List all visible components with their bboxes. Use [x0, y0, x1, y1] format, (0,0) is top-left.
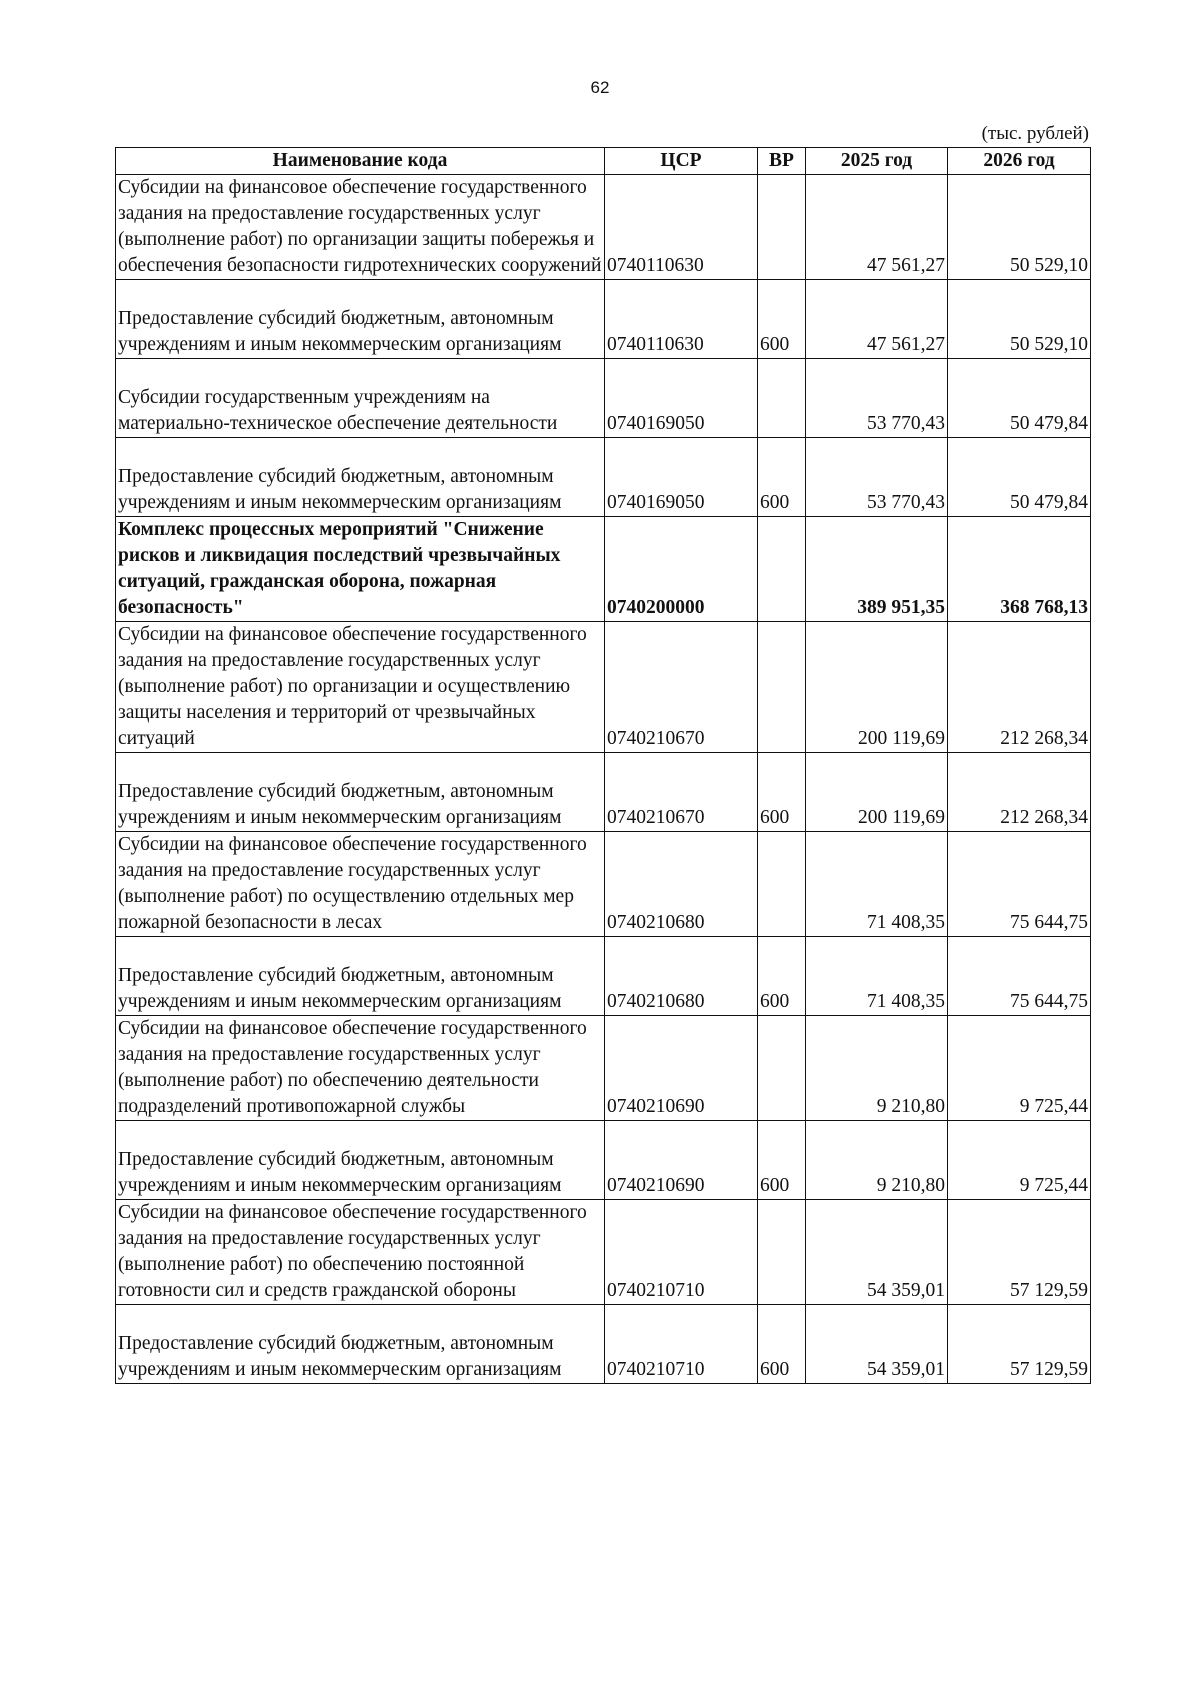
row-2026: 50 529,10: [948, 280, 1091, 359]
table-row: [116, 1305, 1091, 1384]
row-2025: 71 408,35: [806, 937, 948, 1016]
row-2026: 57 129,59: [948, 1200, 1091, 1305]
table-row: [116, 753, 1091, 832]
row-vr: [758, 1016, 806, 1121]
table-header-row: [116, 148, 1091, 175]
table-row: [116, 517, 1091, 622]
row-name: Субсидии на финансовое обеспечение государственного задания на предоставление государственных услуг (выполнение работ) по организации защиты побережья и обеспечения безопасности гидротехнических сооружений: [116, 175, 605, 280]
row-name: Предоставление субсидий бюджетным, автономным учреждениям и иным некоммерческим организациям: [116, 438, 605, 517]
table-row: [116, 1200, 1091, 1305]
row-name: Субсидии на финансовое обеспечение государственного задания на предоставление государственных услуг (выполнение работ) по организации и осуществлению защиты населения и территорий от чрезвычайных ситуаций: [116, 622, 605, 753]
row-vr: [758, 832, 806, 937]
row-vr: 600: [758, 937, 806, 1016]
row-name: Субсидии государственным учреждениям на материально-техническое обеспечение деятельности: [116, 359, 605, 438]
row-csr: 0740210670: [605, 753, 758, 832]
row-csr: 0740210680: [605, 937, 758, 1016]
row-2025: 200 119,69: [806, 753, 948, 832]
row-name: Предоставление субсидий бюджетным, автономным учреждениям и иным некоммерческим организациям: [116, 937, 605, 1016]
row-name: Предоставление субсидий бюджетным, автономным учреждениям и иным некоммерческим организациям: [116, 1305, 605, 1384]
row-2025: 200 119,69: [806, 622, 948, 753]
row-2025: 9 210,80: [806, 1121, 948, 1200]
row-csr: 0740210690: [605, 1121, 758, 1200]
row-csr: 0740210710: [605, 1200, 758, 1305]
row-csr: 0740210680: [605, 832, 758, 937]
row-2025: 9 210,80: [806, 1016, 948, 1121]
row-2026: 212 268,34: [948, 622, 1091, 753]
row-vr: 600: [758, 280, 806, 359]
row-csr: 0740169050: [605, 359, 758, 438]
row-csr: 0740210670: [605, 622, 758, 753]
row-2026: 50 479,84: [948, 438, 1091, 517]
header-2026: 2026 год: [948, 148, 1091, 175]
row-2026: 50 529,10: [948, 175, 1091, 280]
row-vr: 600: [758, 438, 806, 517]
row-2026: 57 129,59: [948, 1305, 1091, 1384]
table-row: [116, 175, 1091, 280]
row-2026: 9 725,44: [948, 1121, 1091, 1200]
row-name: Предоставление субсидий бюджетным, автономным учреждениям и иным некоммерческим организациям: [116, 280, 605, 359]
row-csr: 0740169050: [605, 438, 758, 517]
table-row: [116, 937, 1091, 1016]
row-2026: 50 479,84: [948, 359, 1091, 438]
row-name: Субсидии на финансовое обеспечение государственного задания на предоставление государственных услуг (выполнение работ) по обеспечению постоянной готовности сил и средств гражданской обороны: [116, 1200, 605, 1305]
page-number: 62: [590, 78, 610, 97]
budget-table: [115, 147, 1091, 1384]
row-vr: 600: [758, 753, 806, 832]
row-2026: 212 268,34: [948, 753, 1091, 832]
units-note: (тыс. рублей): [981, 123, 1089, 144]
row-vr: 600: [758, 1121, 806, 1200]
row-vr: [758, 1200, 806, 1305]
row-2026: 75 644,75: [948, 937, 1091, 1016]
row-csr: 0740210690: [605, 1016, 758, 1121]
header-vr: ВР: [758, 148, 806, 175]
row-2026: 75 644,75: [948, 832, 1091, 937]
table-row: [116, 1121, 1091, 1200]
row-2025: 389 951,35: [806, 517, 948, 622]
row-name: Предоставление субсидий бюджетным, автономным учреждениям и иным некоммерческим организациям: [116, 1121, 605, 1200]
row-name: Комплекс процессных мероприятий "Снижение рисков и ликвидация последствий чрезвычайных ситуаций, гражданская оборона, пожарная безопасность": [116, 517, 605, 622]
row-csr: 0740110630: [605, 280, 758, 359]
header-2025: 2025 год: [806, 148, 948, 175]
row-vr: [758, 175, 806, 280]
row-2025: 47 561,27: [806, 280, 948, 359]
header-name: Наименование кода: [116, 148, 605, 175]
table-row: [116, 438, 1091, 517]
table-row: [116, 622, 1091, 753]
row-2025: 54 359,01: [806, 1200, 948, 1305]
row-name: Предоставление субсидий бюджетным, автономным учреждениям и иным некоммерческим организациям: [116, 753, 605, 832]
row-name: Субсидии на финансовое обеспечение государственного задания на предоставление государственных услуг (выполнение работ) по осуществлению отдельных мер пожарной безопасности в лесах: [116, 832, 605, 937]
header-csr: ЦСР: [605, 148, 758, 175]
row-vr: [758, 517, 806, 622]
table-row: [116, 280, 1091, 359]
row-2025: 71 408,35: [806, 832, 948, 937]
table-row: [116, 359, 1091, 438]
row-2025: 54 359,01: [806, 1305, 948, 1384]
row-name: Субсидии на финансовое обеспечение государственного задания на предоставление государственных услуг (выполнение работ) по обеспечению деятельности подразделений противопожарной службы: [116, 1016, 605, 1121]
row-2026: 368 768,13: [948, 517, 1091, 622]
row-2025: 47 561,27: [806, 175, 948, 280]
row-csr: 0740210710: [605, 1305, 758, 1384]
row-vr: [758, 622, 806, 753]
table-row: [116, 1016, 1091, 1121]
row-csr: 0740110630: [605, 175, 758, 280]
row-vr: 600: [758, 1305, 806, 1384]
table-row: [116, 832, 1091, 937]
row-2025: 53 770,43: [806, 359, 948, 438]
row-vr: [758, 359, 806, 438]
row-2025: 53 770,43: [806, 438, 948, 517]
row-csr: 0740200000: [605, 517, 758, 622]
row-2026: 9 725,44: [948, 1016, 1091, 1121]
